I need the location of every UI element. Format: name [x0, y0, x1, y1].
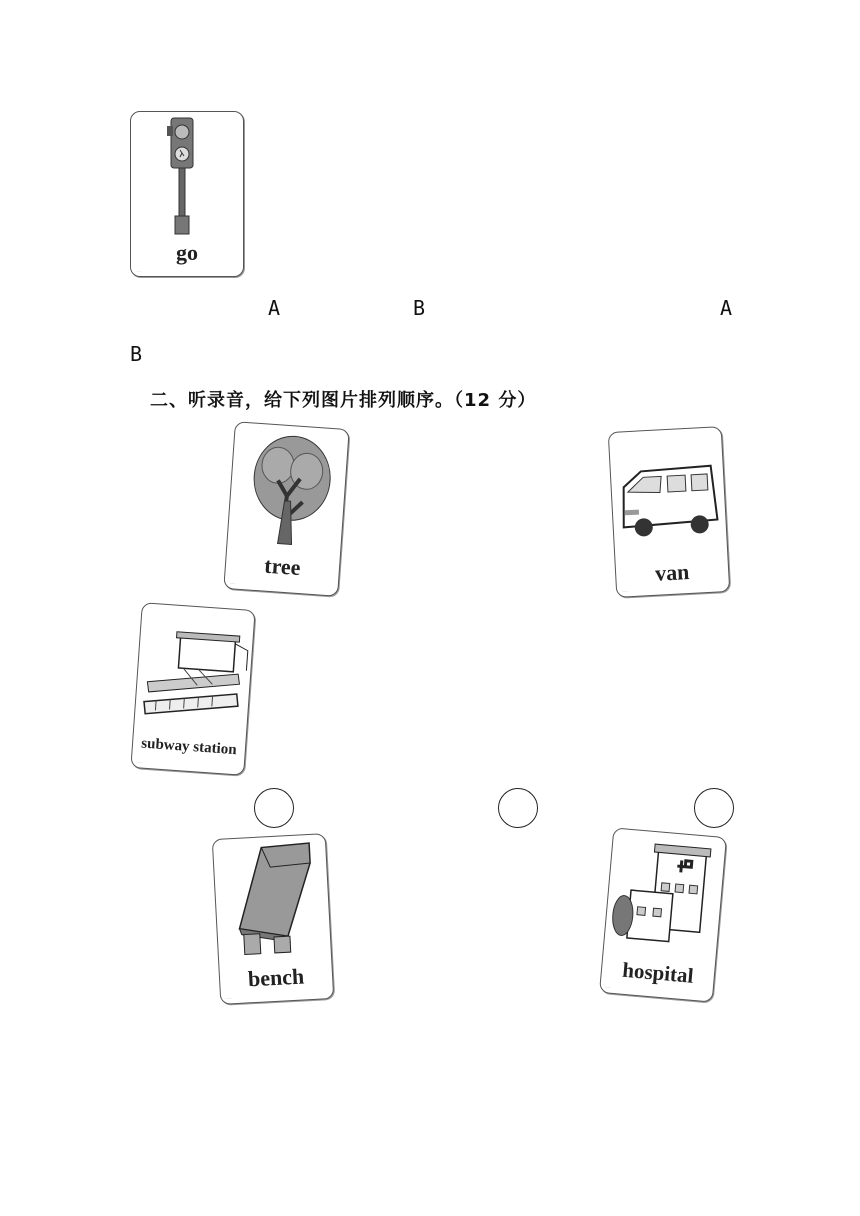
option-a-2: A: [720, 296, 733, 320]
answer-circle-3[interactable]: [694, 788, 734, 828]
card-word-hospital: hospital: [621, 957, 695, 988]
subway-station-icon: [134, 603, 254, 736]
go-card: [130, 111, 244, 277]
card-fineprint: ······: [136, 269, 142, 273]
bench-card: [212, 833, 335, 1005]
card-word-go: go: [176, 240, 198, 265]
card-word-bench: bench: [247, 963, 305, 992]
section-heading: 二、听录音，给下列图片排列顺序。（12 分）: [150, 390, 537, 411]
card-fineprint: ······: [605, 985, 612, 990]
option-b-2: B: [130, 342, 143, 366]
card-word-van: van: [654, 559, 690, 586]
van-card: [608, 426, 731, 598]
tree-card: [223, 421, 349, 597]
hospital-icon: [603, 828, 725, 962]
answer-circle-2[interactable]: [498, 788, 538, 828]
card-fineprint: ······: [225, 996, 232, 1001]
card-fineprint: ······: [136, 760, 143, 765]
card-word-subway-station: subway station: [140, 735, 238, 759]
card-fineprint: ······: [621, 589, 628, 594]
hospital-card: [599, 827, 727, 1002]
bench-icon: [213, 834, 331, 965]
card-fineprint: ······: [229, 581, 236, 586]
option-b-1: B: [413, 296, 426, 320]
card-word-tree: tree: [263, 552, 302, 581]
answer-circle-1[interactable]: [254, 788, 294, 828]
tree-icon: [227, 422, 348, 555]
van-icon: [609, 427, 727, 558]
traffic-light-icon: [131, 112, 243, 242]
subway-station-card: [130, 602, 255, 776]
option-a-1: A: [268, 296, 281, 320]
